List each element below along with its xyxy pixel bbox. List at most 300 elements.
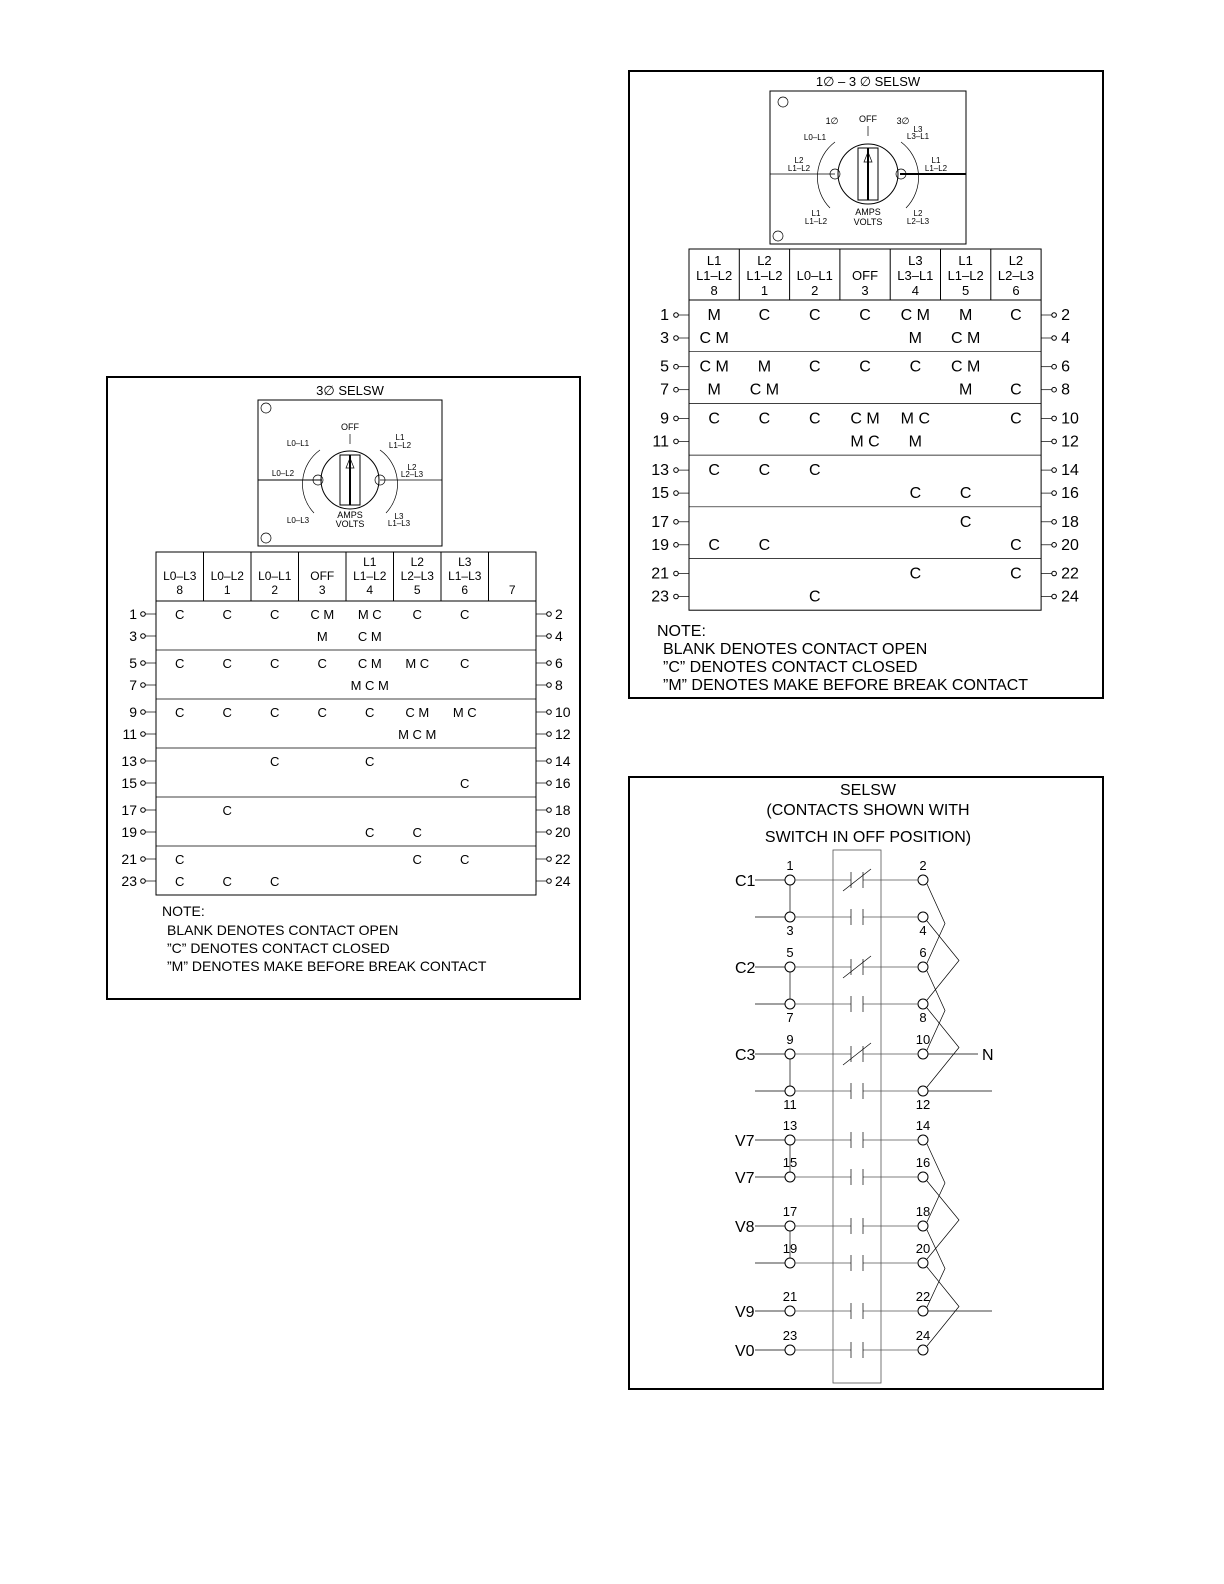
- contact-state-cell: M C: [850, 433, 880, 451]
- contact-state-cell: C: [909, 565, 922, 583]
- contact-state-cell: M C M: [350, 678, 389, 693]
- panel-contacts-schematic: [629, 777, 1103, 1389]
- column-header-line3: 8: [710, 283, 718, 298]
- svg-text:L1: L1: [395, 433, 405, 442]
- terminal-circle-icon: [918, 1306, 928, 1316]
- table-border: [156, 552, 536, 895]
- column-header-line2: L0–L3: [163, 569, 197, 583]
- svg-text:L2–L3: L2–L3: [906, 217, 930, 226]
- column-header-line1: L1: [958, 253, 973, 268]
- terminal-circle-icon: [785, 1306, 795, 1316]
- panel-3ph-selsw: [107, 377, 580, 999]
- contact-state-cell: C: [175, 705, 185, 720]
- contact-state-cell: C M: [357, 629, 382, 644]
- terminal-pin-icon: [141, 759, 146, 764]
- terminal-label-right: 18: [1061, 513, 1079, 531]
- contact-state-cell: C: [175, 874, 185, 889]
- contact-state-cell: M: [908, 330, 923, 347]
- column-header-line2: L1–L2: [696, 268, 733, 283]
- contact-state-cell: C M: [950, 330, 981, 347]
- svg-text:L3: L3: [394, 512, 404, 521]
- terminal-number-right: 6: [919, 945, 927, 960]
- terminal-circle-icon: [918, 1258, 928, 1268]
- contact-state-cell: C: [1010, 381, 1022, 399]
- column-header-line3: 3: [861, 283, 869, 298]
- terminal-label-left: 11: [652, 433, 669, 451]
- svg-text:L2: L2: [794, 156, 804, 165]
- contact-state-cell: C: [270, 754, 280, 769]
- svg-text:”C” DENOTES CONTACT CLOSED: ”C” DENOTES CONTACT CLOSED: [663, 659, 918, 676]
- svg-text:L1–L2: L1–L2: [388, 441, 412, 450]
- terminal-pin-icon: [1052, 439, 1057, 444]
- column-header-line3: 2: [811, 283, 819, 298]
- terminal-number-right: 4: [919, 923, 927, 938]
- column-header-line2: L2–L3: [400, 569, 434, 583]
- terminal-pin-icon: [1052, 313, 1057, 318]
- column-header-line2: OFF: [852, 268, 879, 283]
- terminal-number-left: 7: [786, 1010, 794, 1025]
- terminal-pin-icon: [141, 857, 146, 862]
- terminal-pin-icon: [1052, 364, 1057, 369]
- panel-1ph-3ph-selsw: [629, 71, 1103, 698]
- cross-wire: [927, 921, 959, 1000]
- column-header-line3: 7: [508, 583, 516, 597]
- terminal-label-right: 4: [555, 628, 563, 644]
- terminal-label-right: 6: [1061, 358, 1071, 376]
- contact-state-cell: C: [1010, 536, 1022, 554]
- terminal-label-left: 3: [660, 330, 669, 347]
- terminal-label-left: 19: [121, 824, 137, 840]
- terminal-circle-icon: [785, 875, 795, 885]
- terminal-number-left: 1: [786, 858, 794, 873]
- contact-state-cell: C: [175, 656, 185, 671]
- contact-state-cell: M: [908, 433, 923, 451]
- terminal-number-left: 23: [782, 1328, 798, 1343]
- terminal-pin-icon: [141, 612, 146, 617]
- contact-state-cell: C: [859, 358, 871, 376]
- column-header-line3: 1: [223, 583, 231, 597]
- terminal-pin-icon: [141, 781, 146, 786]
- column-header-line1: L1: [363, 555, 377, 569]
- column-header-line3: 3: [318, 583, 326, 597]
- svg-text:L1–L2: L1–L2: [924, 164, 948, 173]
- terminal-number-left: 3: [786, 923, 794, 938]
- terminal-pin-icon: [1052, 571, 1057, 576]
- circuit-label: C3: [735, 1047, 756, 1064]
- svg-text:L2: L2: [407, 463, 417, 472]
- cross-wire: [927, 1008, 959, 1087]
- terminal-label-left: 11: [122, 726, 137, 742]
- terminal-circle-icon: [785, 1172, 795, 1182]
- svg-text:OFF: OFF: [341, 422, 359, 432]
- contact-state-cell: C: [460, 852, 470, 867]
- svg-text:L1–L2: L1–L2: [804, 217, 828, 226]
- contact-state-cell: C: [460, 776, 470, 791]
- contact-state-cell: C M: [357, 656, 382, 671]
- terminal-circle-icon: [918, 1086, 928, 1096]
- terminal-circle-icon: [785, 999, 795, 1009]
- terminal-label-left: 19: [651, 536, 669, 554]
- terminal-pin-icon: [547, 661, 552, 666]
- terminal-label-left: 7: [660, 381, 669, 399]
- terminal-pin-icon: [1052, 468, 1057, 473]
- contact-state-cell: C M: [310, 607, 335, 622]
- column-header-line1: L3: [908, 253, 923, 268]
- svg-text:L3–L1: L3–L1: [906, 132, 930, 141]
- contact-state-cell: C: [365, 825, 375, 840]
- contact-state-cell: C: [808, 410, 821, 428]
- svg-text:AMPS: AMPS: [855, 207, 881, 217]
- terminal-label-right: 8: [555, 677, 563, 693]
- column-header-line3: 4: [366, 583, 374, 597]
- terminal-label-left: 23: [651, 588, 669, 606]
- terminal-label-right: 24: [555, 873, 571, 889]
- terminal-circle-icon: [785, 1049, 795, 1059]
- svg-text:L2: L2: [913, 209, 923, 218]
- contact-state-cell: C: [412, 607, 422, 622]
- terminal-label-left: 9: [660, 410, 669, 428]
- svg-text:L0–L1: L0–L1: [286, 439, 310, 448]
- svg-text:BLANK DENOTES CONTACT OPEN: BLANK DENOTES CONTACT OPEN: [663, 641, 928, 658]
- contacts-title-line: SELSW: [839, 782, 897, 799]
- terminal-circle-icon: [785, 1258, 795, 1268]
- column-header-line3: 5: [413, 583, 421, 597]
- contact-state-cell: C: [222, 607, 232, 622]
- column-header-line1: L2: [757, 253, 772, 268]
- terminal-pin-icon: [674, 468, 679, 473]
- contacts-title-line: (CONTACTS SHOWN WITH: [766, 802, 970, 819]
- terminal-circle-icon: [918, 912, 928, 922]
- contact-state-cell: C M: [405, 705, 430, 720]
- circuit-label: C1: [735, 873, 756, 890]
- terminal-label-right: 20: [1061, 536, 1079, 554]
- mount-hole-icon: [773, 231, 783, 241]
- column-header-line1: L2: [410, 555, 424, 569]
- contact-state-cell: C: [909, 358, 922, 376]
- svg-text:3∅: 3∅: [896, 116, 910, 126]
- contact-state-cell: M: [707, 307, 721, 324]
- column-header-line2: OFF: [310, 569, 335, 583]
- contact-state-cell: C M: [749, 381, 780, 399]
- terminal-label-left: 7: [129, 677, 137, 693]
- terminal-label-right: 22: [555, 851, 571, 867]
- table-border: [689, 249, 1041, 610]
- contact-state-cell: C: [959, 485, 972, 503]
- column-header-line2: L3–L1: [897, 268, 934, 283]
- terminal-number-left: 15: [782, 1155, 798, 1170]
- terminal-pin-icon: [674, 439, 679, 444]
- terminal-pin-icon: [1052, 387, 1057, 392]
- column-header-line3: 5: [962, 283, 970, 298]
- terminal-label-right: 18: [555, 802, 571, 818]
- column-header-line2: L1–L3: [448, 569, 482, 583]
- svg-text:1∅: 1∅: [825, 116, 839, 126]
- terminal-number-right: 12: [915, 1097, 931, 1112]
- contact-state-cell: C M: [699, 330, 729, 347]
- contact-state-cell: C: [708, 410, 720, 428]
- terminal-pin-icon: [141, 634, 146, 639]
- terminal-number-right: 24: [915, 1328, 931, 1343]
- panel-1ph3ph-contact-table: [651, 249, 1079, 610]
- terminal-pin-icon: [674, 543, 679, 548]
- contact-state-cell: C: [758, 462, 771, 480]
- terminal-circle-icon: [918, 999, 928, 1009]
- contact-state-cell: C: [270, 874, 280, 889]
- contact-state-cell: M: [958, 381, 973, 399]
- column-header-line2: L1–L2: [947, 268, 984, 283]
- terminal-label-right: 14: [1061, 462, 1079, 480]
- terminal-label-left: 17: [651, 513, 669, 531]
- terminal-number-right: 2: [919, 858, 927, 873]
- contact-state-cell: C M: [950, 358, 981, 376]
- terminal-pin-icon: [141, 732, 146, 737]
- contact-state-cell: C M: [699, 358, 729, 376]
- terminal-circle-icon: [785, 912, 795, 922]
- panel-contacts-frame: [629, 777, 1103, 1389]
- panel-3ph-note: [162, 903, 487, 974]
- terminal-circle-icon: [918, 1221, 928, 1231]
- terminal-number-left: 11: [783, 1097, 797, 1112]
- terminal-label-left: 23: [121, 873, 137, 889]
- terminal-pin-icon: [1052, 416, 1057, 421]
- circuit-label: V8: [735, 1219, 755, 1236]
- terminal-pin-icon: [141, 661, 146, 666]
- contact-state-cell: C: [270, 656, 280, 671]
- terminal-pin-icon: [141, 879, 146, 884]
- svg-text:VOLTS: VOLTS: [853, 217, 883, 227]
- cross-wire: [927, 884, 945, 963]
- contact-state-cell: C: [175, 852, 185, 867]
- terminal-number-left: 21: [782, 1289, 798, 1304]
- column-header-line3: 4: [911, 283, 919, 298]
- contacts-title-line: SWITCH IN OFF POSITION): [764, 829, 972, 846]
- terminal-label-right: 10: [555, 704, 571, 720]
- contact-state-cell: C: [460, 656, 470, 671]
- terminal-circle-icon: [918, 1172, 928, 1182]
- contact-state-cell: C: [1010, 410, 1022, 428]
- contact-state-cell: M C: [357, 607, 382, 622]
- terminal-label-right: 10: [1061, 410, 1079, 428]
- terminal-pin-icon: [141, 710, 146, 715]
- terminal-label-left: 17: [121, 802, 137, 818]
- terminal-number-left: 19: [782, 1241, 798, 1256]
- terminal-number-left: 5: [786, 945, 794, 960]
- terminal-pin-icon: [547, 759, 552, 764]
- terminal-pin-icon: [674, 571, 679, 576]
- switch-body: [833, 850, 881, 1383]
- contact-state-cell: C: [808, 588, 821, 606]
- contact-state-cell: C: [365, 754, 375, 769]
- terminal-label-right: 6: [555, 655, 563, 671]
- contact-state-cell: C: [317, 656, 327, 671]
- terminal-number-right: 22: [915, 1289, 931, 1304]
- contact-state-cell: C: [758, 410, 771, 428]
- terminal-label-right: 24: [1061, 588, 1079, 606]
- svg-text:BLANK DENOTES CONTACT OPEN: BLANK DENOTES CONTACT OPEN: [167, 922, 399, 938]
- mount-hole-icon: [261, 533, 271, 543]
- terminal-pin-icon: [547, 879, 552, 884]
- svg-text:L0–L1: L0–L1: [803, 133, 827, 142]
- column-header-line2: L0–L1: [796, 268, 833, 283]
- terminal-label-right: 22: [1061, 565, 1079, 583]
- contact-state-cell: M C: [900, 410, 931, 428]
- terminal-label-left: 9: [129, 704, 137, 720]
- contact-state-cell: C: [460, 607, 470, 622]
- terminal-number-left: 13: [782, 1118, 798, 1133]
- column-header-line3: 6: [461, 583, 469, 597]
- svg-text:”C” DENOTES CONTACT CLOSED: ”C” DENOTES CONTACT CLOSED: [167, 940, 390, 956]
- circuit-label: C2: [735, 960, 756, 977]
- contact-state-cell: C: [270, 705, 280, 720]
- terminal-number-right: 8: [919, 1010, 927, 1025]
- terminal-number-right: 18: [915, 1204, 931, 1219]
- terminal-label-right: 16: [555, 775, 571, 791]
- column-header-line3: 6: [1012, 283, 1020, 298]
- contact-state-cell: M C: [405, 656, 430, 671]
- terminal-pin-icon: [674, 313, 679, 318]
- contact-state-cell: C: [959, 513, 972, 531]
- contact-state-cell: C: [758, 536, 771, 554]
- terminal-circle-icon: [785, 1135, 795, 1145]
- terminal-circle-icon: [918, 1345, 928, 1355]
- terminal-pin-icon: [547, 781, 552, 786]
- terminal-label-right: 12: [555, 726, 571, 742]
- contact-state-cell: C: [758, 307, 771, 324]
- contact-state-cell: C: [708, 536, 720, 554]
- terminal-pin-icon: [547, 710, 552, 715]
- terminal-label-left: 15: [651, 485, 669, 503]
- svg-text:”M” DENOTES MAKE BEFORE BREAK: ”M” DENOTES MAKE BEFORE BREAK CONTACT: [167, 958, 487, 974]
- mount-hole-icon: [261, 403, 271, 413]
- column-header-line2: L0–L2: [210, 569, 244, 583]
- contact-state-cell: C: [808, 358, 821, 376]
- contact-state-cell: C M: [850, 410, 880, 428]
- svg-text:L0–L2: L0–L2: [271, 469, 295, 478]
- terminal-pin-icon: [1052, 543, 1057, 548]
- contact-state-cell: C: [1010, 565, 1022, 583]
- contact-state-cell: C: [222, 874, 232, 889]
- contact-state-cell: C: [365, 705, 375, 720]
- terminal-label-left: 13: [121, 753, 137, 769]
- column-header-line3: 1: [760, 283, 769, 298]
- terminal-pin-icon: [547, 612, 552, 617]
- terminal-number-right: 16: [915, 1155, 931, 1170]
- neutral-label: N: [982, 1047, 994, 1064]
- contact-state-cell: C: [909, 485, 922, 503]
- panel-3ph-title: 3∅ SELSW: [316, 383, 384, 398]
- cross-wire: [927, 1267, 959, 1346]
- contact-state-cell: M: [316, 629, 328, 644]
- contact-state-cell: M C: [452, 705, 477, 720]
- contact-state-cell: M C M: [398, 727, 437, 742]
- circuit-label: V0: [735, 1343, 755, 1360]
- contact-state-cell: M: [707, 381, 721, 399]
- terminal-number-right: 20: [915, 1241, 931, 1256]
- svg-text:VOLTS: VOLTS: [335, 519, 365, 529]
- column-header-line3: 2: [271, 583, 279, 597]
- terminal-label-left: 5: [129, 655, 137, 671]
- contact-state-cell: C: [808, 462, 821, 480]
- terminal-pin-icon: [674, 416, 679, 421]
- terminal-label-right: 2: [555, 606, 563, 622]
- contact-state-cell: C: [708, 462, 720, 480]
- terminal-label-right: 8: [1061, 381, 1071, 399]
- cross-wire: [927, 1181, 959, 1259]
- contact-state-cell: M: [958, 307, 973, 324]
- panel-3ph-contact-table: [121, 552, 570, 895]
- svg-text:L3: L3: [913, 125, 923, 134]
- terminal-circle-icon: [785, 1086, 795, 1096]
- circuit-label: V7: [735, 1170, 755, 1187]
- terminal-label-right: 12: [1061, 433, 1079, 451]
- terminal-pin-icon: [674, 387, 679, 392]
- circuit-label: V9: [735, 1304, 755, 1321]
- column-header-line1: L1: [706, 253, 722, 268]
- contact-state-cell: C: [808, 307, 821, 324]
- terminal-label-left: 1: [129, 606, 137, 622]
- terminal-circle-icon: [785, 1221, 795, 1231]
- terminal-label-left: 1: [660, 307, 669, 324]
- terminal-label-right: 20: [555, 824, 571, 840]
- terminal-circle-icon: [785, 1345, 795, 1355]
- svg-text:OFF: OFF: [859, 114, 877, 124]
- terminal-label-left: 13: [651, 462, 669, 480]
- contact-state-cell: C: [222, 705, 232, 720]
- svg-text:L1: L1: [931, 156, 941, 165]
- terminal-circle-icon: [785, 962, 795, 972]
- terminal-label-left: 3: [129, 628, 137, 644]
- column-header-line2: L0–L1: [258, 569, 292, 583]
- svg-text:NOTE:: NOTE:: [657, 623, 706, 640]
- terminal-pin-icon: [547, 857, 552, 862]
- contact-state-cell: C: [412, 825, 422, 840]
- contact-state-cell: C: [175, 607, 185, 622]
- contact-state-cell: C: [859, 307, 871, 324]
- terminal-label-left: 21: [121, 851, 137, 867]
- svg-text:”M” DENOTES MAKE BEFORE BREAK: ”M” DENOTES MAKE BEFORE BREAK CONTACT: [663, 677, 1029, 694]
- terminal-pin-icon: [547, 732, 552, 737]
- terminal-pin-icon: [1052, 520, 1057, 525]
- terminal-pin-icon: [1052, 336, 1057, 341]
- contact-rows: [735, 858, 994, 1360]
- svg-text:L1–L3: L1–L3: [387, 519, 411, 528]
- column-header-line2: L1–L2: [353, 569, 387, 583]
- column-header-line1: L2: [1008, 253, 1024, 268]
- column-header-line3: 8: [176, 583, 184, 597]
- terminal-label-right: 2: [1061, 307, 1071, 324]
- column-header-line1: L3: [458, 555, 472, 569]
- terminal-pin-icon: [674, 336, 679, 341]
- terminal-pin-icon: [674, 491, 679, 496]
- terminal-pin-icon: [674, 594, 679, 599]
- terminal-pin-icon: [141, 830, 146, 835]
- terminal-pin-icon: [141, 808, 146, 813]
- terminal-pin-icon: [547, 830, 552, 835]
- column-header-line2: L2–L3: [997, 268, 1035, 283]
- terminal-pin-icon: [1052, 491, 1057, 496]
- terminal-label-left: 15: [121, 775, 137, 791]
- terminal-pin-icon: [547, 634, 552, 639]
- terminal-circle-icon: [918, 875, 928, 885]
- svg-text:AMPS: AMPS: [337, 510, 363, 520]
- svg-text:NOTE:: NOTE:: [162, 903, 205, 919]
- terminal-number-left: 9: [786, 1032, 794, 1047]
- terminal-number-right: 10: [915, 1032, 931, 1047]
- contact-state-cell: C: [222, 803, 232, 818]
- terminal-label-right: 4: [1061, 330, 1071, 347]
- terminal-pin-icon: [547, 683, 552, 688]
- panel-1ph3ph-note: [657, 623, 1028, 694]
